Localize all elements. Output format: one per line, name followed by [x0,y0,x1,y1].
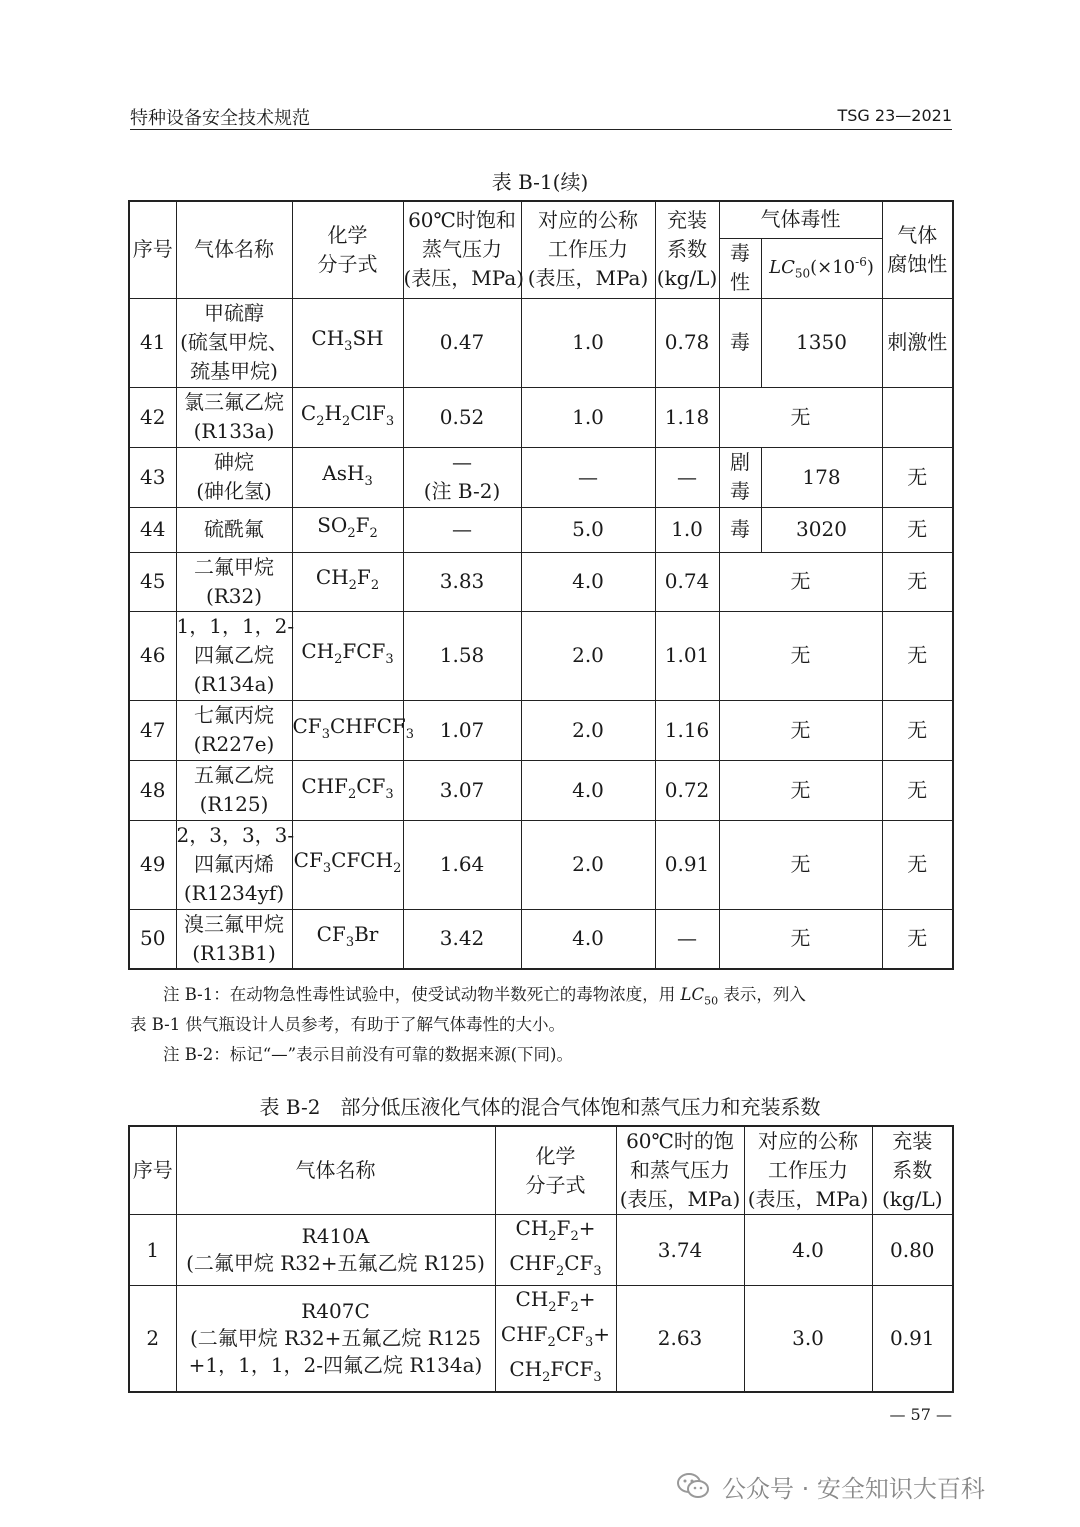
cell-work-pressure: 4.0 [521,760,655,820]
formula-text: C [300,400,317,425]
formula-subscript: 3 [385,786,394,802]
gas-name-line: 溴三氟甲烷 [184,911,284,936]
formula-subscript: 2 [347,526,356,541]
col-header-name: 气体名称 [176,1126,495,1215]
cell-saturated-pressure: 1.58 [403,611,521,700]
formula-text: + [578,1287,596,1311]
cell-saturated-pressure: 2.63 [616,1286,744,1393]
cell-formula [292,298,403,387]
formula-subscript: 3 [385,413,395,429]
table-row [129,700,953,760]
gas-name-line: (二氟甲烷 R32+五氟乙烷 R125) [186,1251,485,1275]
note-b1: 注 B-1：在动物急性毒性试验中，使受试动物半数死亡的毒物浓度，用 $LC_{50}$ 表示，列入 [163,985,806,1008]
table-row [129,760,953,820]
cell-corrosion: 无 [882,700,953,760]
formula-subscript: 2 [548,1300,557,1315]
formula-subscript: 2 [570,1300,579,1315]
col-header-fill: 充装 系数 (kg/L) [655,201,719,298]
cell-toxicity: 无 [719,552,882,611]
cell-seq: 44 [129,507,176,552]
gas-name-line: (R134a) [193,672,275,696]
formula-subscript: 3 [385,652,394,667]
cell-corrosion: 无 [882,611,953,700]
cell-gas-name [176,387,292,447]
cell-formula [495,1286,616,1393]
cell-seq: 46 [129,611,176,700]
cell-saturated-pressure: 0.52 [403,387,521,447]
cell-work-pressure: 1.0 [521,387,655,447]
col-header-seq: 序号 [129,201,176,298]
col-header-lc50: $LC_{50}(\times 10^{-6})$ [761,238,882,298]
formula-subscript: 3 [364,473,373,489]
cell-seq: 2 [129,1286,176,1393]
formula-line [496,1356,616,1391]
toxicity-line: 毒 [730,479,750,503]
wechat-account-label: 公众号 · 安全知识大百科 [722,1474,985,1503]
cell-fill-coefficient: — [655,909,719,969]
formula-text: H [324,400,342,425]
cell-seq: 41 [129,298,176,387]
gas-name-line: (R13B1) [192,940,276,965]
formula-subscript: 2 [548,1229,557,1244]
cell-gas-name [176,552,292,611]
formula-text: CHF [509,1251,556,1275]
cell-fill-coefficient: 1.01 [655,611,719,700]
cell-fill-coefficient: 1.16 [655,700,719,760]
cell-gas-name [176,760,292,820]
cell-formula [292,387,403,447]
gas-name-line: 四氟丙烯 [194,852,274,876]
table-row [129,552,953,611]
cell-seq: 49 [129,820,176,909]
cell-saturated-pressure: 0.47 [403,298,521,387]
cell-saturated-pressure: — [403,507,521,552]
cell-gas-name [176,1286,495,1393]
header-code: TSG 23—2021 [837,106,952,125]
cell-fill-coefficient: 0.72 [655,760,719,820]
formula-subscript: 3 [322,861,332,876]
cell-toxicity: 无 [719,700,882,760]
col-header-formula: 化学 分子式 [292,201,403,298]
formula-subscript: 3 [405,726,415,742]
cell-seq: 47 [129,700,176,760]
wechat-watermark [676,1466,985,1506]
cell-formula [292,611,403,700]
cell-formula [495,1215,616,1286]
cell-fill-coefficient: — [655,447,719,507]
gas-name-line: (砷化氢) [196,479,272,503]
cell-gas-name [176,820,295,909]
table-row [129,387,953,447]
cell-gas-name [176,700,292,760]
page-number: — 57 — [889,1405,952,1424]
cell-fill-coefficient: 1.0 [655,507,719,552]
cell-corrosion [882,387,953,447]
cell-work-pressure: 4.0 [521,909,655,969]
formula-text: CH [515,1216,549,1240]
cell-fill-coefficient: 0.74 [655,552,719,611]
formula-subscript: 2 [369,526,378,541]
cell-fill-coefficient: 0.91 [872,1286,953,1393]
formula-line [496,1250,616,1285]
formula-text: CF [292,713,322,738]
formula-text: SH [352,326,384,350]
cell-gas-name [176,1215,495,1286]
cell-gas-name [176,909,292,969]
gas-name-line: 2，3，3，3- [176,823,295,847]
cell-formula [292,507,403,552]
cell-toxicity: 无 [719,820,882,909]
note-b1-cont: 表 B-1 供气瓶设计人员参考，有助于了解气体毒性的大小。 [130,1015,565,1034]
cell-gas-name [176,611,295,700]
cell-formula [292,552,403,611]
cell-saturated-pressure: 1.64 [403,820,521,909]
cell-saturated-pressure: 3.07 [403,760,521,820]
table-b1 [128,200,954,970]
col-header-formula: 化学 分子式 [495,1126,616,1215]
cell-work-pressure: 4.0 [744,1215,872,1286]
col-header-pressure: 60℃时饱和 蒸气压力 (表压，MPa) [403,201,521,298]
cell-toxicity-class: 毒 [719,298,761,387]
cell-saturated-pressure: 1.07 [403,700,521,760]
cell-corrosion: 刺激性 [882,298,953,387]
cell-fill-coefficient: 0.91 [655,820,719,909]
table-row [129,611,953,700]
formula-subscript: 3 [593,1264,602,1279]
gas-name-line: 砷烷 [214,450,254,474]
cell-corrosion: 无 [882,909,953,969]
gas-name-line: 氯三氟乙烷 [184,390,284,414]
formula-subscript: 3 [585,1335,594,1350]
cell-work-pressure: 4.0 [521,552,655,611]
cell-formula [292,909,403,969]
formula-text: CF [356,773,386,798]
gas-name-line: 甲硫醇 [204,301,264,325]
pressure-note: (注 B-2) [423,479,501,503]
cell-saturated-pressure: 3.42 [403,909,521,969]
formula-subscript: 2 [570,1229,579,1244]
wechat-icon [676,1472,710,1500]
cell-work-pressure: 3.0 [744,1286,872,1393]
formula-subscript: 3 [593,1370,602,1385]
col-header-corrosion: 气体 腐蚀性 [882,201,953,298]
cell-saturated-pressure: 3.74 [616,1215,744,1286]
formula-text: CF [293,848,323,872]
formula-text: F [356,565,371,589]
cell-seq: 48 [129,760,176,820]
formula-text: CH [315,565,349,589]
gas-name-line: 二氟甲烷 [194,554,274,579]
cell-formula [292,700,415,760]
cell-gas-name [176,298,292,387]
gas-name-line: (R125) [199,792,269,816]
formula-text: CF [555,1322,586,1346]
gas-name-line: 五氟乙烷 [194,763,274,787]
formula-subscript: 3 [344,339,353,354]
cell-work-pressure: 2.0 [521,820,655,909]
toxicity-line: 剧 [730,450,750,474]
cell-lc50: 178 [761,447,882,507]
cell-corrosion: 无 [882,507,953,552]
gas-name-line: (二氟甲烷 R32+五氟乙烷 R125 [189,1326,481,1350]
gas-name-line: R407C [301,1299,370,1323]
pressure-line: — [452,450,472,474]
gas-name-line: 1，1，1，2- [176,614,295,638]
cell-toxicity: 无 [719,760,882,820]
cell-work-pressure: 2.0 [521,611,655,700]
gas-name-line: (R1234yf) [183,881,285,905]
formula-text: + [593,1322,611,1346]
formula-subscript: 2 [316,413,325,429]
formula-text: + [578,1216,596,1240]
cell-formula [292,760,403,820]
cell-gas-name [176,507,292,552]
cell-work-pressure: 5.0 [521,507,655,552]
col-header-work-pressure: 对应的公称 工作压力 (表压，MPa) [744,1126,872,1215]
formula-subscript: 3 [345,935,355,951]
cell-seq: 42 [129,387,176,447]
cell-formula [292,447,403,507]
formula-text: FCF [342,639,386,663]
formula-text: AsH [322,460,365,485]
cell-seq: 43 [129,447,176,507]
table-row [129,909,953,969]
cell-seq: 45 [129,552,176,611]
cell-toxicity-class [719,447,761,507]
formula-text: F [556,1216,571,1240]
cell-corrosion: 无 [882,760,953,820]
formula-text: CF [316,922,346,947]
formula-line [496,1321,616,1356]
cell-lc50: 1350 [761,298,882,387]
formula-text: ClF [350,400,386,425]
formula-subscript: 2 [370,578,380,593]
running-header [130,104,952,130]
col-header-name: 气体名称 [176,201,292,298]
col-header-fill: 充装 系数 (kg/L) [872,1126,953,1215]
gas-name-line: +1，1，1，2-四氟乙烷 R134a) [188,1353,483,1377]
formula-text: CF [564,1251,594,1275]
formula-subscript: 2 [555,1264,565,1279]
formula-line [496,1215,616,1250]
cell-seq: 50 [129,909,176,969]
cell-toxicity-class: 毒 [719,507,761,552]
gas-name-line: R410A [301,1224,370,1248]
formula-subscript: 2 [341,413,351,429]
table-row [129,1286,953,1393]
formula-text: CH [515,1287,549,1311]
gas-name-line: 硫酰氟 [204,517,264,541]
cell-toxicity: 无 [719,611,882,700]
formula-subscript: 2 [547,1335,556,1350]
cell-toxicity: 无 [719,387,882,447]
col-header-seq: 序号 [129,1126,176,1215]
gas-name-line: (R227e) [193,732,275,756]
cell-fill-coefficient: 1.18 [655,387,719,447]
formula-subscript: 2 [542,1370,551,1385]
table-row [129,820,953,909]
formula-text: F [556,1287,571,1311]
table-b2 [128,1125,954,1393]
table-row [129,447,953,507]
col-header-pressure: 60℃时的饱 和蒸气压力 (表压，MPa) [616,1126,744,1215]
formula-text: CHF [500,1322,548,1346]
cell-saturated-pressure: 3.83 [403,552,521,611]
col-header-tox-class: 毒 性 [719,238,761,298]
cell-seq: 1 [129,1215,176,1286]
gas-name-line: 四氟乙烷 [194,643,274,667]
formula-subscript: 2 [393,861,402,876]
formula-subscript: 2 [334,652,343,667]
formula-subscript: 3 [321,726,330,742]
header-title: 特种设备安全技术规范 [130,108,310,129]
formula-text: CHF [301,773,348,798]
cell-fill-coefficient: 0.80 [872,1215,953,1286]
formula-subscript: 2 [348,578,357,593]
cell-corrosion: 无 [882,447,953,507]
cell-work-pressure: — [521,447,655,507]
note-b2: 注 B-2：标记“—”表示目前没有可靠的数据来源(下同)。 [163,1045,573,1064]
col-header-toxicity: 气体毒性 [719,201,882,238]
formula-text: FCF [550,1357,594,1381]
formula-text: CH [311,326,345,350]
formula-text: F [355,513,370,537]
cell-lc50: 3020 [761,507,882,552]
cell-formula [292,820,403,909]
formula-line [496,1286,616,1321]
gas-name-line: (硫氢甲烷、 [180,330,288,354]
cell-gas-name [176,447,292,507]
cell-corrosion: 无 [882,820,953,909]
table-row [129,1215,953,1286]
table-row [129,298,953,387]
col-header-work-pressure: 对应的公称 工作压力 (表压，MPa) [521,201,655,298]
cell-work-pressure: 2.0 [521,700,655,760]
cell-saturated-pressure [403,447,521,507]
formula-text: SO [317,513,348,537]
cell-work-pressure: 1.0 [521,298,655,387]
formula-text: CH [301,639,335,663]
table2-caption: 表 B-2 部分低压液化气体的混合气体饱和蒸气压力和充装系数 [259,1095,821,1119]
formula-text: CFCH [331,848,394,872]
gas-name-line: (R32) [205,583,263,608]
cell-toxicity: 无 [719,909,882,969]
cell-corrosion: 无 [882,552,953,611]
formula-text: CHFCF [329,713,406,738]
gas-name-line: 巯基甲烷) [190,359,278,383]
formula-subscript: 2 [347,786,357,802]
formula-text: Br [354,922,379,947]
table-row [129,507,953,552]
gas-name-line: 七氟丙烷 [194,703,274,727]
cell-fill-coefficient: 0.78 [655,298,719,387]
gas-name-line: (R133a) [193,419,275,443]
formula-text: CH [509,1357,543,1381]
table1-caption: 表 B-1(续) [491,170,589,194]
